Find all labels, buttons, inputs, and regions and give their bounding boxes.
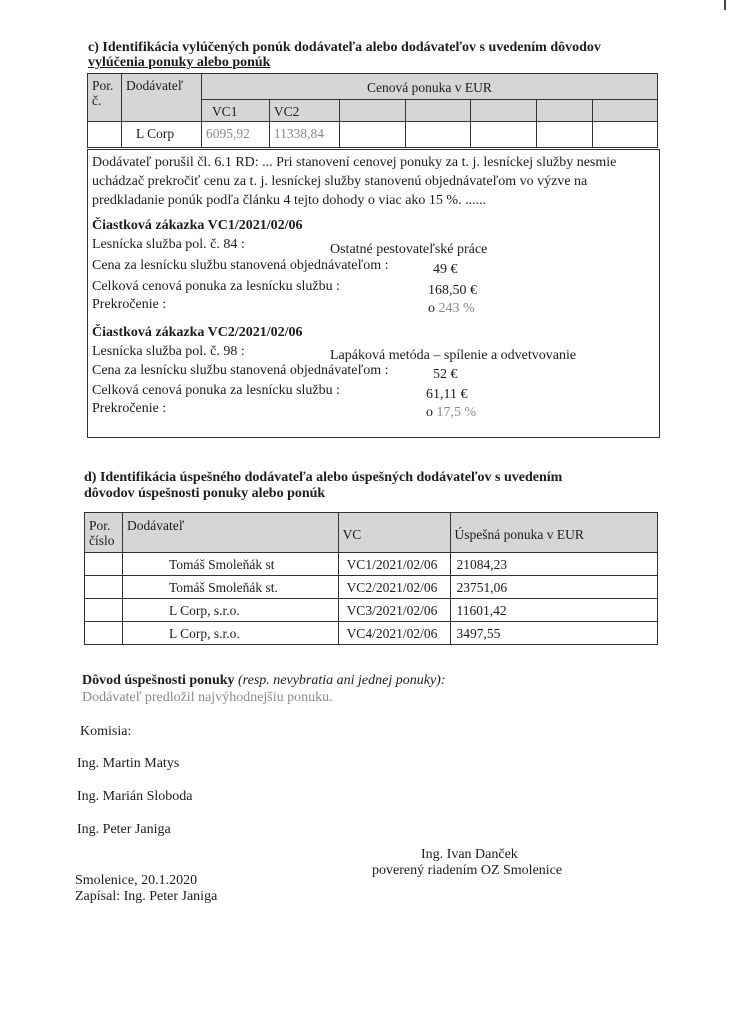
- section-c-heading-line2: vylúčenia ponuky alebo ponúk: [88, 55, 271, 70]
- vc2-price-label: Cena za lesnícku službu stanovená objednávateľom :: [92, 363, 389, 378]
- row-supplier: L Corp, s.r.o.: [122, 599, 338, 622]
- success-reason-note: (resp. nevybratia ani jednej ponuky):: [238, 673, 446, 688]
- table-row: [85, 553, 658, 576]
- row-vc2-value: 11338,84: [269, 122, 339, 148]
- col-header-offer: Úspešná ponuka v EUR: [450, 513, 657, 553]
- vc1-excess-value: 243 %: [438, 301, 475, 316]
- vc1-price-value: 49 €: [433, 262, 458, 277]
- section-d-heading-line2: dôvodov úspešnosti ponuky alebo ponúk: [84, 486, 326, 501]
- col-header-empty: [537, 100, 593, 122]
- signatory-name: Ing. Ivan Danček: [421, 847, 518, 862]
- row-offer: 11601,42: [450, 599, 657, 622]
- reason-line-1: Dodávateľ porušil čl. 6.1 RD: ... Pri stanovení cenovej ponuky za t. j. lesníckej služby nesmie: [92, 155, 617, 170]
- row-empty-cell: [537, 122, 593, 148]
- row-supplier: Tomáš Smoleňák st.: [122, 576, 338, 599]
- commission-member: Ing. Peter Janiga: [77, 822, 171, 837]
- col-header-vc2: VC2: [269, 100, 339, 122]
- col-header-supplier: Dodávateľ: [122, 513, 338, 553]
- vc2-excess-value: 17,5 %: [436, 405, 477, 420]
- vc1-excess-prefix: o: [428, 301, 435, 316]
- success-reason-text: Dodávateľ predložil najvýhodnejšiu ponuku.: [82, 690, 333, 705]
- col-header-empty: [339, 100, 405, 122]
- excluded-offers-table: [87, 73, 658, 148]
- vc2-service-value: Lapáková metóda – spílenie a odvetvovanie: [330, 348, 577, 363]
- reason-line-2: uchádzač prekročiť cenu za t. j. lesníckej služby stanovenú objednávateľom vo výzve na: [92, 174, 588, 189]
- reason-line-3: predkladanie ponúk podľa článku 4 tejto dohody o viac ako 15 %. ......: [92, 193, 487, 208]
- row-empty-cell: [405, 122, 471, 148]
- row-empty-cell: [593, 122, 658, 148]
- col-header-por: Por. č.: [88, 74, 122, 122]
- row-empty-cell: [339, 122, 405, 148]
- col-header-vc: VC: [338, 513, 450, 553]
- commission-label: Komisia:: [80, 724, 132, 739]
- row-por: [85, 622, 123, 645]
- col-header-empty: [593, 100, 658, 122]
- row-vc: VC1/2021/02/06: [338, 553, 450, 576]
- row-supplier: Tomáš Smoleňák st: [122, 553, 338, 576]
- vc2-title: Čiastková zákazka VC2/2021/02/06: [92, 325, 303, 340]
- vc1-price-label: Cena za lesnícku službu stanovená objednávateľom :: [92, 258, 389, 273]
- table-row: [85, 576, 658, 599]
- vc1-title: Čiastková zákazka VC1/2021/02/06: [92, 218, 303, 233]
- row-por: [85, 553, 123, 576]
- vc1-excess-label: Prekročenie :: [92, 297, 167, 312]
- row-empty-cell: [471, 122, 537, 148]
- row-vc: VC2/2021/02/06: [338, 576, 450, 599]
- col-header-supplier: Dodávateľ: [121, 74, 201, 122]
- commission-member: Ing. Martin Matys: [77, 756, 180, 771]
- col-header-empty: [471, 100, 537, 122]
- page-edge-mark: [724, 0, 726, 10]
- vc2-offer-value: 61,11 €: [426, 387, 468, 402]
- row-offer: 3497,55: [450, 622, 657, 645]
- row-vc: VC4/2021/02/06: [338, 622, 450, 645]
- row-supplier: L Corp: [121, 122, 201, 148]
- section-d-heading-line1: d) Identifikácia úspešného dodávateľa alebo úspešných dodávateľov s uvedením: [84, 470, 563, 485]
- row-vc1-value: 6095,92: [201, 122, 269, 148]
- place-date: Smolenice, 20.1.2020: [75, 873, 198, 888]
- successful-offers-table: [84, 512, 658, 645]
- vc1-offer-label: Celková cenová ponuka za lesnícku službu :: [92, 279, 341, 294]
- vc2-excess-prefix: o: [426, 405, 433, 420]
- vc1-service-value: Ostatné pestovateľské práce: [330, 242, 488, 257]
- col-header-empty: [405, 100, 471, 122]
- success-reason-heading: [82, 673, 446, 689]
- row-vc: VC3/2021/02/06: [338, 599, 450, 622]
- success-reason-title: Dôvod úspešnosti ponuky: [82, 673, 235, 688]
- vc2-service-label: Lesnícka služba pol. č. 98 :: [92, 344, 245, 359]
- row-por: [85, 599, 123, 622]
- row-offer: 23751,06: [450, 576, 657, 599]
- row-offer: 21084,23: [450, 553, 657, 576]
- vc2-offer-label: Celková cenová ponuka za lesnícku službu :: [92, 383, 341, 398]
- table-row: [85, 622, 658, 645]
- signatory-role: poverený riadením OZ Smolenice: [372, 863, 563, 878]
- row-por: [85, 576, 123, 599]
- row-supplier: L Corp, s.r.o.: [122, 622, 338, 645]
- recorder: Zapísal: Ing. Peter Janiga: [75, 889, 218, 904]
- vc2-price-value: 52 €: [433, 367, 458, 382]
- col-header-vc1: VC1: [201, 100, 269, 122]
- vc1-excess: [428, 301, 475, 317]
- col-header-por-cislo: Por. číslo: [85, 513, 123, 553]
- section-c-heading-line1: c) Identifikácia vylúčených ponúk dodávateľa alebo dodávateľov s uvedením dôvodov: [88, 40, 601, 55]
- table-row: [85, 599, 658, 622]
- vc1-service-label: Lesnícka služba pol. č. 84 :: [92, 237, 245, 252]
- row-por: [88, 122, 122, 148]
- vc1-offer-value: 168,50 €: [428, 283, 477, 298]
- commission-member: Ing. Marián Sloboda: [77, 789, 193, 804]
- vc2-excess-label: Prekročenie :: [92, 401, 167, 416]
- vc2-excess: [426, 405, 476, 421]
- col-header-price: Cenová ponuka v EUR: [201, 74, 657, 100]
